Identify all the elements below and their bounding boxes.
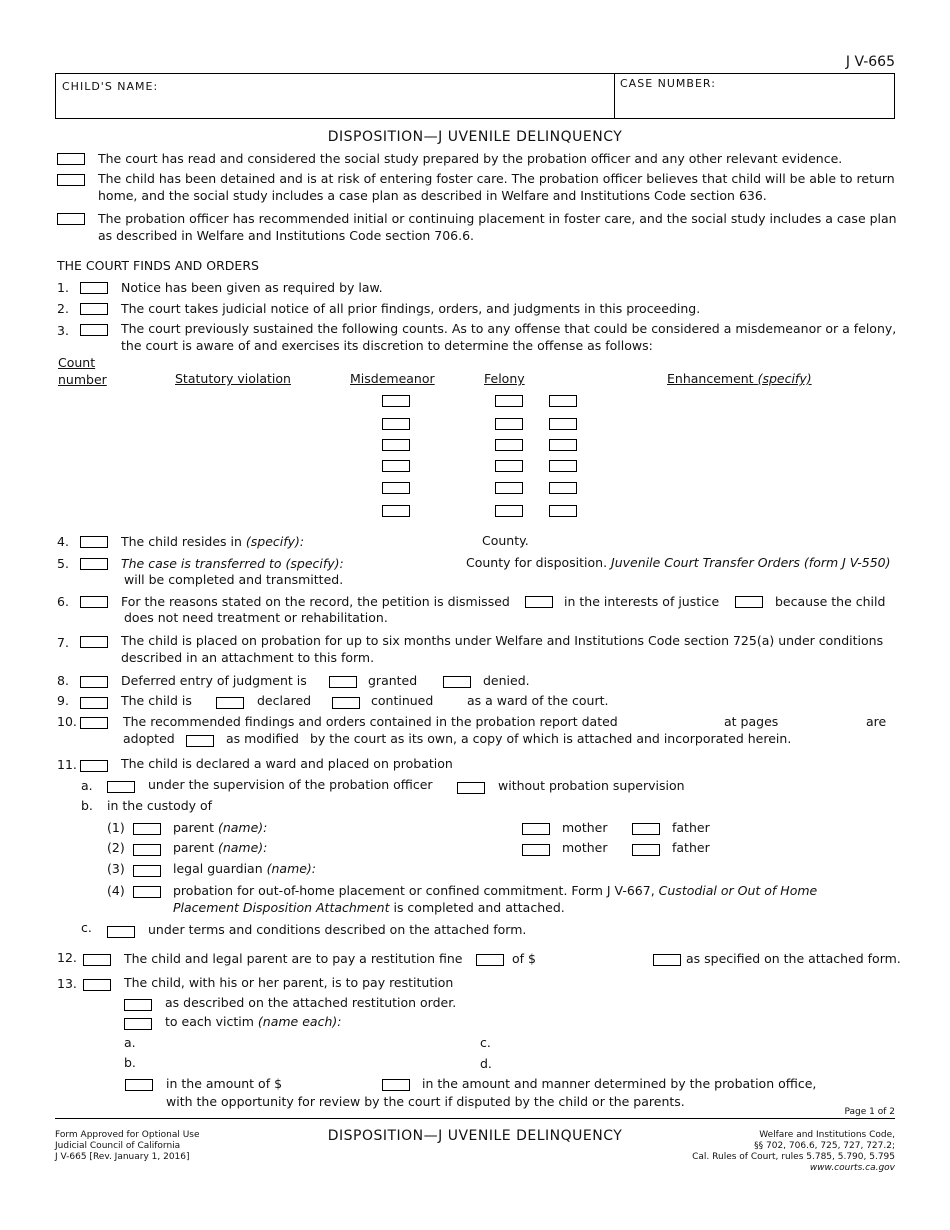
checkbox-item-5[interactable] bbox=[80, 558, 108, 570]
item-text-3a: The court previously sustained the following counts. As to any offense that could be considered a misdemeanor or a felony, bbox=[121, 321, 897, 336]
item-11b4-text-1 bbox=[173, 883, 817, 899]
item-11b4-form: Custodial or Out of Home bbox=[658, 883, 818, 898]
item-11b4-tail: is completed and attached. bbox=[389, 900, 565, 915]
item-11b1-num: (1) bbox=[107, 820, 125, 835]
mother-label-2: mother bbox=[562, 840, 608, 855]
checkbox-item-1[interactable] bbox=[80, 282, 108, 294]
checkbox-item-11[interactable] bbox=[80, 760, 108, 772]
item-text-9d: as a ward of the court. bbox=[467, 693, 609, 708]
item-text-8a: Deferred entry of judgment is bbox=[121, 673, 307, 688]
footer-right-2: §§ 702, 706.6, 725, 727, 727.2; bbox=[754, 1141, 895, 1151]
victim-b-label: b. bbox=[124, 1055, 136, 1070]
item-11b2-text bbox=[173, 840, 267, 856]
item-11b4-text-2 bbox=[173, 900, 565, 916]
checkbox-terms[interactable] bbox=[107, 926, 135, 938]
item-text-13c: in the amount of $ bbox=[166, 1076, 283, 1091]
checkbox-interests-of-justice[interactable] bbox=[525, 596, 553, 608]
item-text-10c: are bbox=[866, 714, 887, 729]
checkbox-continued[interactable] bbox=[332, 697, 360, 709]
checkbox-felony-row-4[interactable] bbox=[495, 460, 523, 472]
checkbox-parent-1[interactable] bbox=[133, 823, 161, 835]
item-text-12c: as specified on the attached form. bbox=[686, 951, 901, 966]
checkbox-enh-row-6[interactable] bbox=[549, 505, 577, 517]
case-number-label: CASE NUMBER: bbox=[620, 77, 716, 90]
item-text-9a: The child is bbox=[121, 693, 192, 708]
item-text-4b: (specify): bbox=[245, 534, 305, 549]
item-11c-text: under terms and conditions described on the attached form. bbox=[148, 922, 527, 937]
item-text-5d: will be completed and transmitted. bbox=[124, 572, 344, 587]
item-text-2: The court takes judicial notice of all prior findings, orders, and judgments in this proceeding. bbox=[121, 301, 701, 316]
item-11b3-num: (3) bbox=[107, 861, 125, 876]
checkbox-denied[interactable] bbox=[443, 676, 471, 688]
checkbox-item-3[interactable] bbox=[80, 324, 108, 336]
checkbox-probation-determined[interactable] bbox=[382, 1079, 410, 1091]
item-text-5a: The case is transferred to (specify): bbox=[121, 556, 344, 571]
item-text-4 bbox=[121, 534, 304, 550]
item-text-6d: does not need treatment or rehabilitation. bbox=[124, 610, 388, 625]
checkbox-enh-row-5[interactable] bbox=[549, 482, 577, 494]
item-number-11: 11. bbox=[57, 757, 77, 772]
col-enhancement bbox=[667, 371, 812, 387]
mother-label-1: mother bbox=[562, 820, 608, 835]
checkbox-social-study[interactable] bbox=[57, 153, 85, 165]
checkbox-no-treatment[interactable] bbox=[735, 596, 763, 608]
item-11b3-text bbox=[173, 861, 316, 877]
checkbox-item-4[interactable] bbox=[80, 536, 108, 548]
checkbox-item-2[interactable] bbox=[80, 303, 108, 315]
col-enhancement-specify: (specify) bbox=[757, 371, 812, 386]
checkbox-item-9[interactable] bbox=[80, 697, 108, 709]
item-text-10d: adopted bbox=[123, 731, 175, 746]
item-number-9: 9. bbox=[57, 693, 69, 708]
victim-a-label: a. bbox=[124, 1035, 136, 1050]
intro-text-3a: The probation officer has recommended initial or continuing placement in foster care, and the social study includes a case plan bbox=[98, 211, 897, 226]
header-divider bbox=[614, 73, 615, 119]
item-number-5: 5. bbox=[57, 556, 69, 571]
item-text-9b: declared bbox=[257, 693, 312, 708]
child-name-label: CHILD'S NAME: bbox=[62, 80, 159, 93]
item-text-5b-main: County for disposition. bbox=[466, 555, 612, 570]
item-text-1: Notice has been given as required by law. bbox=[121, 280, 383, 295]
item-11a-label: a. bbox=[81, 778, 93, 793]
checkbox-amount[interactable] bbox=[125, 1079, 153, 1091]
item-text-13d: in the amount and manner determined by the probation office, bbox=[422, 1076, 817, 1091]
item-11b2-num: (2) bbox=[107, 840, 125, 855]
checkbox-father-1[interactable] bbox=[632, 823, 660, 835]
item-number-13: 13. bbox=[57, 976, 77, 991]
father-label-2: father bbox=[672, 840, 710, 855]
item-text-4a: The child resides in bbox=[121, 534, 246, 549]
checkbox-felony-row-1[interactable] bbox=[495, 395, 523, 407]
checkbox-no-supervision[interactable] bbox=[457, 782, 485, 794]
intro-text-3b: as described in Welfare and Institutions Code section 706.6. bbox=[98, 228, 475, 243]
checkbox-misd-row-4[interactable] bbox=[382, 460, 410, 472]
col-felony: Felony bbox=[484, 371, 525, 386]
form-id: J V-665 bbox=[845, 54, 895, 70]
item-11b3-main: legal guardian bbox=[173, 861, 267, 876]
col-misdemeanor: Misdemeanor bbox=[350, 371, 435, 386]
item-text-6c: because the child bbox=[775, 594, 886, 609]
item-11b1-main: parent bbox=[173, 820, 218, 835]
item-number-7: 7. bbox=[57, 635, 69, 650]
checkbox-out-of-home[interactable] bbox=[133, 886, 161, 898]
item-text-3b: the court is aware of and exercises its discretion to determine the offense as follows: bbox=[121, 338, 653, 353]
section-title: THE COURT FINDS AND ORDERS bbox=[57, 258, 259, 273]
item-text-13a: as described on the attached restitution order. bbox=[165, 995, 457, 1010]
checkbox-felony-row-5[interactable] bbox=[495, 482, 523, 494]
checkbox-felony-row-6[interactable] bbox=[495, 505, 523, 517]
checkbox-item-13[interactable] bbox=[83, 979, 111, 991]
item-text-10b: at pages bbox=[724, 714, 779, 729]
checkbox-restitution-order[interactable] bbox=[124, 999, 152, 1011]
item-number-3: 3. bbox=[57, 323, 69, 338]
checkbox-legal-guardian[interactable] bbox=[133, 865, 161, 877]
checkbox-fine-attached[interactable] bbox=[653, 954, 681, 966]
item-number-1: 1. bbox=[57, 280, 69, 295]
checkbox-detained[interactable] bbox=[57, 174, 85, 186]
checkbox-item-6[interactable] bbox=[80, 596, 108, 608]
checkbox-as-modified[interactable] bbox=[186, 735, 214, 747]
col-statutory: Statutory violation bbox=[175, 371, 291, 386]
checkbox-misd-row-6[interactable] bbox=[382, 505, 410, 517]
checkbox-enh-row-4[interactable] bbox=[549, 460, 577, 472]
item-text-13b-main: to each victim bbox=[165, 1014, 258, 1029]
item-11b2-name: (name): bbox=[217, 840, 268, 855]
intro-text-2b: home, and the social study includes a case plan as described in Welfare and Institutions Code section 636. bbox=[98, 188, 767, 203]
checkbox-mother-2[interactable] bbox=[522, 844, 550, 856]
item-text-10e: as modified bbox=[226, 731, 299, 746]
item-number-6: 6. bbox=[57, 594, 69, 609]
checkbox-item-12[interactable] bbox=[83, 954, 111, 966]
checkbox-declared[interactable] bbox=[216, 697, 244, 709]
checkbox-item-7[interactable] bbox=[80, 636, 108, 648]
item-11b1-name: (name): bbox=[217, 820, 268, 835]
checkbox-mother-1[interactable] bbox=[522, 823, 550, 835]
item-number-8: 8. bbox=[57, 673, 69, 688]
item-11b-text: in the custody of bbox=[107, 798, 213, 813]
item-text-12b: of $ bbox=[512, 951, 536, 966]
intro-text-1: The court has read and considered the social study prepared by the probation officer and any other relevant evidence. bbox=[98, 151, 843, 166]
checkbox-misd-row-5[interactable] bbox=[382, 482, 410, 494]
header-box bbox=[55, 73, 895, 119]
item-number-12: 12. bbox=[57, 950, 77, 965]
page-title: DISPOSITION—J UVENILE DELINQUENCY bbox=[327, 129, 623, 145]
item-11b4-main: probation for out-of-home placement or confined commitment. Form J V-667, bbox=[173, 883, 659, 898]
checkbox-item-8[interactable] bbox=[80, 676, 108, 688]
checkbox-felony-row-2[interactable] bbox=[495, 418, 523, 430]
item-text-5c: Juvenile Court Transfer Orders (form J V-550) bbox=[611, 555, 891, 570]
checkbox-granted[interactable] bbox=[329, 676, 357, 688]
item-text-6a: For the reasons stated on the record, the petition is dismissed bbox=[121, 594, 510, 609]
item-11b4-num: (4) bbox=[107, 883, 125, 898]
checkbox-misd-row-3[interactable] bbox=[382, 439, 410, 451]
item-text-11: The child is declared a ward and placed on probation bbox=[121, 756, 453, 771]
item-text-13b-name: (name each): bbox=[257, 1014, 342, 1029]
item-text-13: The child, with his or her parent, is to pay restitution bbox=[124, 975, 454, 990]
col-enhancement-label: Enhancement bbox=[667, 371, 758, 386]
item-number-10: 10. bbox=[57, 714, 77, 729]
col-count-l1: Count bbox=[58, 355, 96, 370]
item-11b-label: b. bbox=[81, 798, 93, 813]
item-text-13b bbox=[165, 1014, 341, 1030]
footer-left-2: Judicial Council of California bbox=[55, 1141, 181, 1151]
item-11b4-form-2: Placement Disposition Attachment bbox=[173, 900, 390, 915]
item-text-9c: continued bbox=[371, 693, 434, 708]
checkbox-enh-row-3[interactable] bbox=[549, 439, 577, 451]
item-text-13e: with the opportunity for review by the court if disputed by the child or the parents. bbox=[166, 1094, 685, 1109]
checkbox-father-2[interactable] bbox=[632, 844, 660, 856]
footer-right-1: Welfare and Institutions Code, bbox=[759, 1130, 895, 1140]
victim-c-label: c. bbox=[480, 1035, 491, 1050]
checkbox-item-10[interactable] bbox=[80, 717, 108, 729]
item-text-8b: granted bbox=[368, 673, 418, 688]
item-text-10a: The recommended findings and orders contained in the probation report dated bbox=[123, 714, 618, 729]
checkbox-enh-row-2[interactable] bbox=[549, 418, 577, 430]
footer-rule bbox=[55, 1118, 895, 1119]
item-text-10f: by the court as its own, a copy of which is attached and incorporated herein. bbox=[310, 731, 792, 746]
checkbox-fine-amount[interactable] bbox=[476, 954, 504, 966]
checkbox-supervision[interactable] bbox=[107, 781, 135, 793]
footer-left-1: Form Approved for Optional Use bbox=[55, 1130, 200, 1140]
checkbox-each-victim[interactable] bbox=[124, 1018, 152, 1030]
checkbox-enh-row-1[interactable] bbox=[549, 395, 577, 407]
item-text-8c: denied. bbox=[483, 673, 530, 688]
footer-left-3: J V-665 [Rev. January 1, 2016] bbox=[55, 1152, 190, 1162]
item-text-12a: The child and legal parent are to pay a restitution fine bbox=[124, 951, 463, 966]
father-label-1: father bbox=[672, 820, 710, 835]
item-text-6b: in the interests of justice bbox=[564, 594, 720, 609]
item-text-4c: County. bbox=[482, 533, 529, 548]
col-count-l2: number bbox=[58, 372, 107, 387]
item-11b2-main: parent bbox=[173, 840, 218, 855]
checkbox-felony-row-3[interactable] bbox=[495, 439, 523, 451]
item-11a-text: under the supervision of the probation officer bbox=[148, 777, 433, 792]
item-11b1-text bbox=[173, 820, 267, 836]
footer-title: DISPOSITION—J UVENILE DELINQUENCY bbox=[327, 1128, 623, 1144]
item-11b3-name: (name): bbox=[266, 861, 317, 876]
item-number-2: 2. bbox=[57, 301, 69, 316]
page-number: Page 1 of 2 bbox=[844, 1107, 895, 1117]
footer-url[interactable]: www.courts.ca.gov bbox=[809, 1163, 895, 1173]
item-text-7a: The child is placed on probation for up to six months under Welfare and Institutions Code section 725(a) under conditions bbox=[121, 633, 884, 648]
item-number-4: 4. bbox=[57, 534, 69, 549]
checkbox-foster-placement[interactable] bbox=[57, 213, 85, 225]
checkbox-misd-row-1[interactable] bbox=[382, 395, 410, 407]
footer-right-3: Cal. Rules of Court, rules 5.785, 5.790, 5.795 bbox=[692, 1152, 895, 1162]
item-text-5b bbox=[466, 555, 891, 571]
checkbox-parent-2[interactable] bbox=[133, 844, 161, 856]
victim-d-label: d. bbox=[480, 1056, 492, 1071]
item-text-7b: described in an attachment to this form. bbox=[121, 650, 375, 665]
intro-text-2a: The child has been detained and is at risk of entering foster care. The probation officer believes that child will be able to return bbox=[98, 171, 895, 186]
item-11a-text-2: without probation supervision bbox=[498, 778, 685, 793]
item-11c-label: c. bbox=[81, 920, 92, 935]
checkbox-misd-row-2[interactable] bbox=[382, 418, 410, 430]
